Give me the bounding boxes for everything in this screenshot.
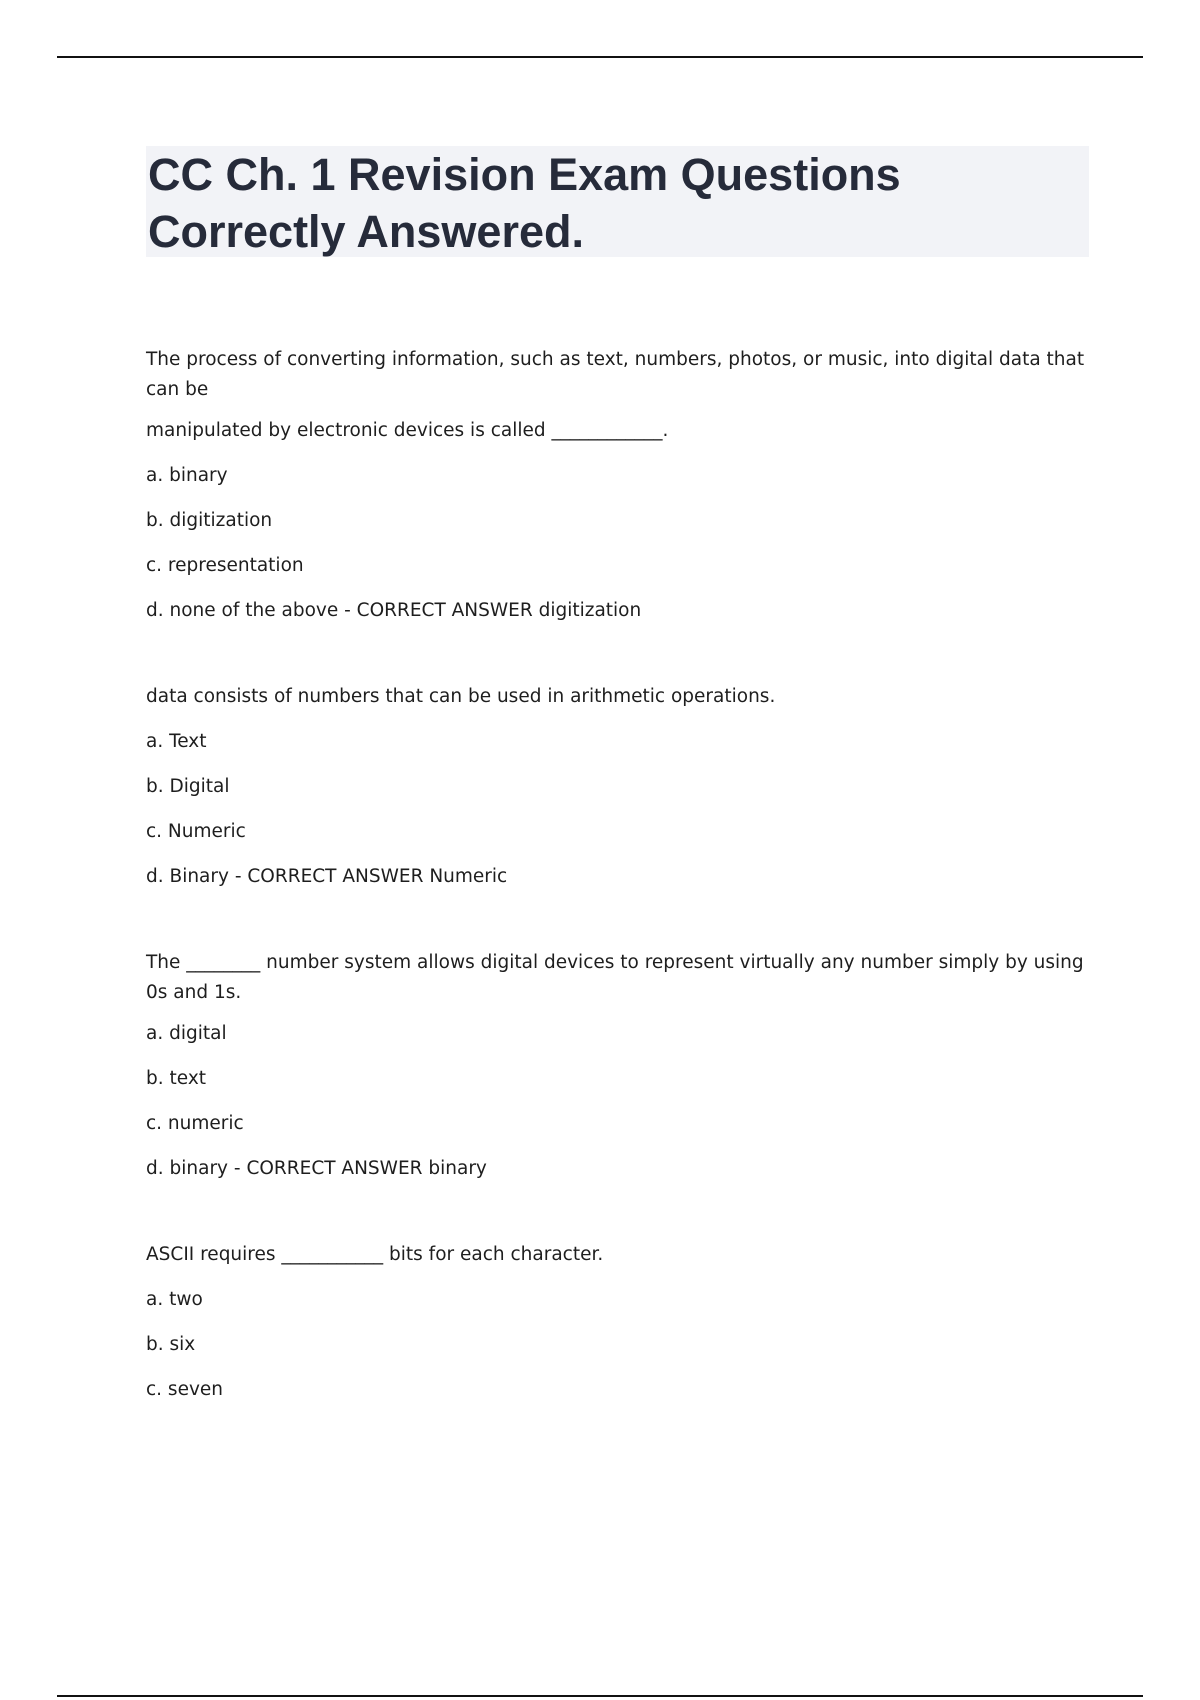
question-4-option-c: c. seven	[146, 1379, 224, 1400]
question-1-option-c: c. representation	[146, 555, 304, 576]
question-3-option-d: d. binary - CORRECT ANSWER binary	[146, 1158, 487, 1179]
question-1-option-b: b. digitization	[146, 510, 273, 531]
question-4-option-a: a. two	[146, 1289, 203, 1310]
question-4-option-b: b. six	[146, 1334, 196, 1355]
question-2-stem: data consists of numbers that can be used in arithmetic operations.	[146, 686, 776, 707]
top-rule	[57, 56, 1143, 58]
question-3	[146, 948, 1091, 1184]
question-2-option-a: a. Text	[146, 731, 207, 752]
question-1-stem-line-1: The process of converting information, such as text, numbers, photos, or music, into digital data that can be	[146, 349, 1085, 400]
question-1-option-d: d. none of the above - CORRECT ANSWER digitization	[146, 600, 642, 621]
title-block	[146, 146, 1089, 257]
document-title: CC Ch. 1 Revision Exam Questions Correctly Answered.	[148, 149, 901, 257]
question-2-option-c: c. Numeric	[146, 821, 246, 842]
question-3-stem: The ________ number system allows digital devices to represent virtually any number simply by using 0s and 1s.	[146, 952, 1084, 1003]
question-1-option-a: a. binary	[146, 465, 228, 486]
question-2-option-b: b. Digital	[146, 776, 230, 797]
question-3-option-a: a. digital	[146, 1023, 227, 1044]
bottom-rule	[57, 1695, 1143, 1697]
question-list	[146, 345, 1091, 1405]
question-1	[146, 345, 1091, 626]
question-1-stem-line-2: manipulated by electronic devices is called ____________.	[146, 420, 669, 441]
question-2	[146, 682, 1091, 892]
question-3-option-c: c. numeric	[146, 1113, 244, 1134]
question-2-option-d: d. Binary - CORRECT ANSWER Numeric	[146, 866, 508, 887]
question-4	[146, 1240, 1091, 1405]
question-4-stem: ASCII requires ___________ bits for each character.	[146, 1244, 604, 1265]
question-3-option-b: b. text	[146, 1068, 207, 1089]
